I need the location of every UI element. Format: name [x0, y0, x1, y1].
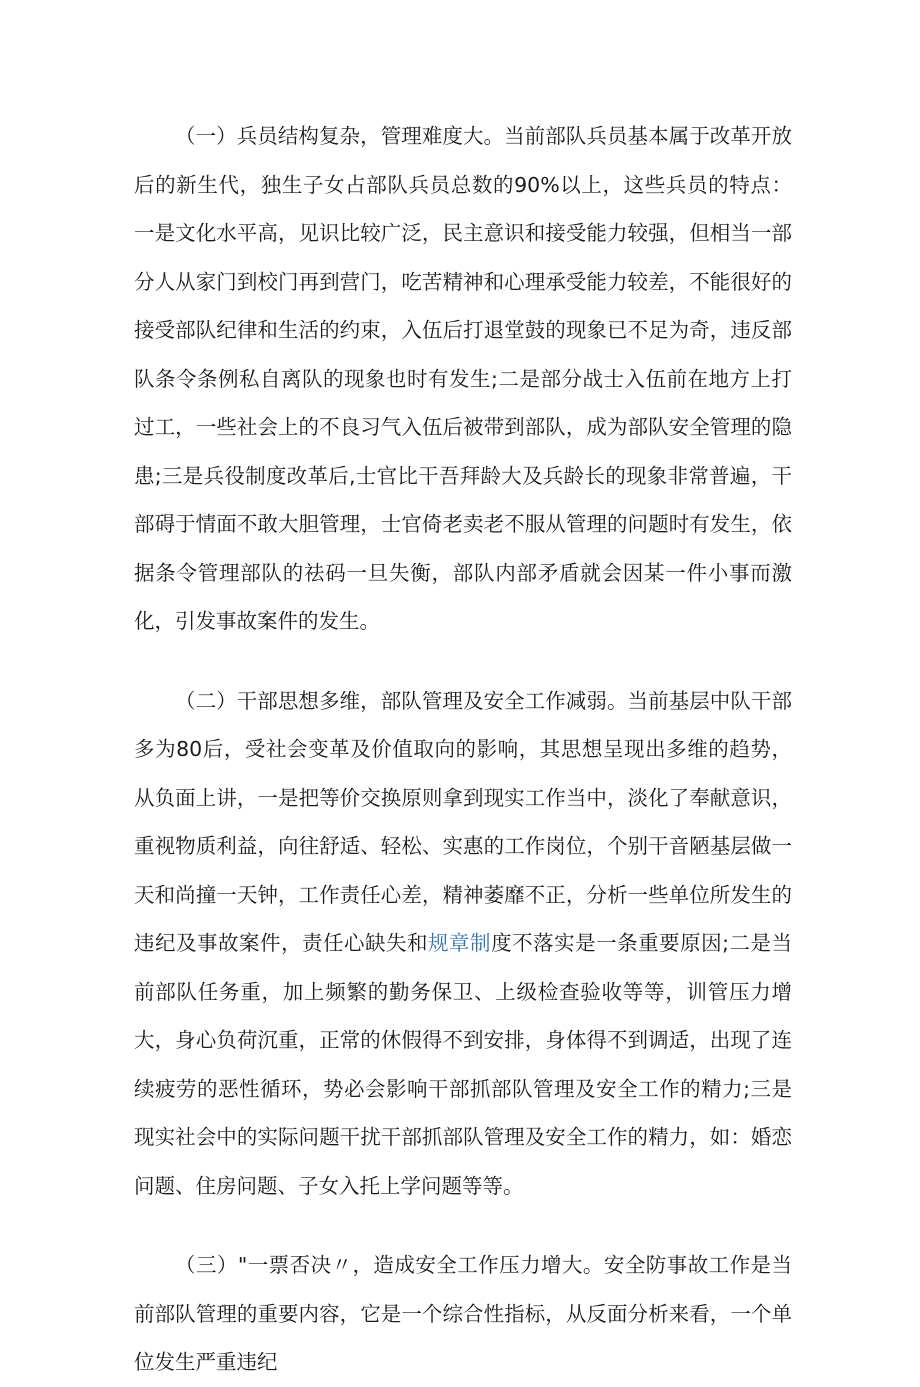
paragraph-2-text-before-link: （二）干部思想多维，部队管理及安全工作减弱。当前基层中队干部多为80后，受社会变革及价值取向的影响，其思想呈现出多维的趋势，从负面上讲，一是把等价交换原则拿到现实工作当中，淡化了奉献意识，重视物质利益，向往舒适、轻松、实惠的工作岗位，个别干音陋基层做一天和尚撞一天钟，工作责任心差，精神萎靡不正，分析一些单位所发生的违纪及事故案件，责任心缺失和: [134, 688, 792, 955]
paragraph-2: [134, 677, 792, 1211]
paragraph-3-text: （三）"一票否决〃，造成安全工作压力增大。安全防事故工作是当前部队管理的重要内容，它是一个综合性指标，从反面分析来看，一个单位发生严重违纪: [134, 1253, 792, 1374]
paragraph-3: [134, 1241, 792, 1387]
document-body: [134, 112, 792, 1387]
paragraph-1: [134, 112, 792, 646]
regulations-link[interactable]: 规章制: [428, 931, 492, 955]
paragraph-1-text: （一）兵员结构复杂，管理难度大。当前部队兵员基本属于改革开放后的新生代，独生子女占部队兵员总数的90%以上，这些兵员的特点：一是文化水平高，见识比较广泛，民主意识和接受能力较强，但相当一部分人从家门到校门再到营门，吃苦精神和心理承受能力较差，不能很好的接受部队纪律和生活的约束，入伍后打退堂鼓的现象已不足为奇，违反部队条令条例私自离队的现象也时有发生;二是部分战士入伍前在地方上打过工，一些社会上的不良习气入伍后被带到部队，成为部队安全管理的隐患;三是兵役制度改革后,士官比干吾拜龄大及兵龄长的现象非常普遍，干部碍于情面不敢大胆管理，士官倚老卖老不服从管理的问题时有发生，依据条令管理部队的祛码一旦失衡，部队内部矛盾就会因某一件小事而激化，引发事故案件的发生。: [134, 124, 792, 633]
paragraph-2-text-after-link: 度不落实是一条重要原因;二是当前部队任务重，加上频繁的勤务保卫、上级检查验收等等，训管压力增大，身心负荷沉重，正常的休假得不到安排，身体得不到调适，出现了连续疲劳的恶性循环，势必会影响干部抓部队管理及安全工作的精力;三是现实社会中的实际问题干扰干部抓部队管理及安全工作的精力，如：婚恋问题、住房问题、子女入托上学问题等等。: [134, 931, 793, 1198]
